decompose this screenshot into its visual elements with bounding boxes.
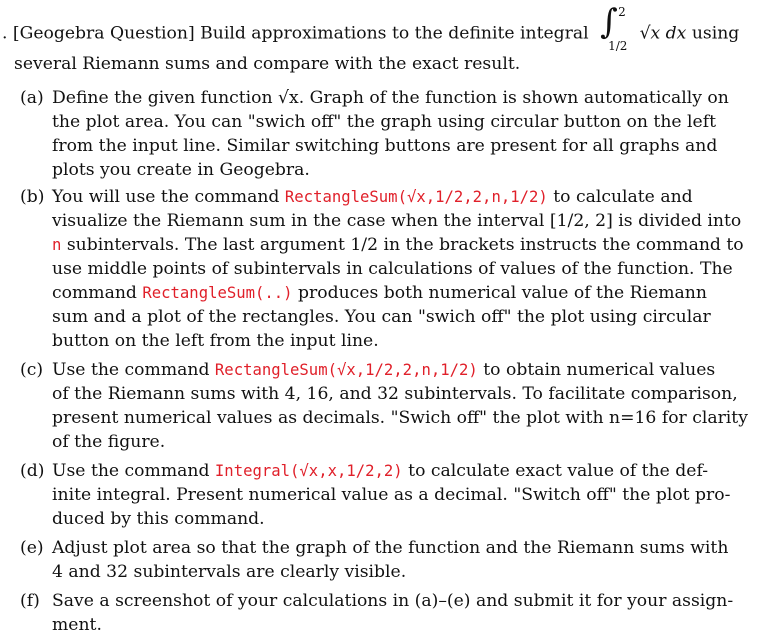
integral-lower: 1/2 (608, 39, 628, 53)
item-c-line-3: present numerical values as decimals. "Swich off" the plot with n=16 for clarity (52, 408, 748, 428)
item-a-line: the plot area. You can "swich off" the graph using circular button on the left (52, 112, 716, 132)
item-d-text: Use the command (52, 461, 210, 481)
item-e-line-2: 4 and 32 subintervals are clearly visible. (52, 562, 407, 582)
rectanglesum-command: RectangleSum(√x,1/2,2,n,1/2) (214, 361, 478, 379)
rectanglesum-short-command: RectangleSum(..) (142, 284, 293, 302)
integrand: √x dx (639, 23, 687, 44)
item-d-label: (d) (20, 461, 45, 481)
item-d-line-2: inite integral. Present numerical value as a decimal. "Switch off" the plot pro- (52, 485, 731, 505)
n-variable: n (52, 236, 62, 254)
item-b-line-6: sum and a plot of the rectangles. You can "swich off" the plot using circular (52, 307, 711, 327)
item-d-text: to calculate exact value of the def- (408, 461, 709, 481)
item-b-line-4: use middle points of subintervals in calculations of values of the function. The (52, 259, 733, 279)
item-b-text: to calculate and (553, 187, 693, 207)
item-b-label: (b) (20, 187, 45, 207)
item-d-line-1 (52, 459, 708, 483)
item-a-line: plots you create in Geogebra. (52, 160, 310, 180)
item-d-line-3: duced by this command. (52, 509, 265, 529)
item-b-text: subintervals. The last argument 1/2 in the brackets instructs the command to (66, 235, 744, 255)
item-f-label: (f) (20, 591, 40, 611)
item-e-label: (e) (20, 538, 44, 558)
item-b-text: produces both numerical value of the Riemann (298, 283, 707, 303)
item-a-label: (a) (20, 88, 44, 108)
integral-command: Integral(√x,x,1/2,2) (214, 462, 403, 480)
intro-suffix: using (691, 23, 740, 44)
item-a-line: Define the given function √x. Graph of the function is shown automatically on (52, 88, 729, 108)
intro-prefix: . [Geogebra Question] Build approximations to the definite integral (2, 23, 589, 44)
item-f-line-2: ment. (52, 615, 102, 635)
item-b-line-7: button on the left from the input line. (52, 331, 379, 351)
item-b-line-5 (52, 281, 707, 305)
item-c-label: (c) (20, 360, 44, 380)
integral-upper: 2 (618, 5, 626, 19)
item-b-text: command (52, 283, 137, 303)
rectanglesum-command: RectangleSum(√x,1/2,2,n,1/2) (284, 188, 548, 206)
integral-symbol: ∫ 2 1/2 (594, 14, 634, 54)
item-c-line-2: of the Riemann sums with 4, 16, and 32 subintervals. To facilitate comparison, (52, 384, 738, 404)
item-b-line-2: visualize the Riemann sum in the case when the interval [1/2, 2] is divided into (52, 211, 742, 231)
item-e-line-1: Adjust plot area so that the graph of the function and the Riemann sums with (52, 538, 729, 558)
intro-line-2: several Riemann sums and compare with the exact result. (14, 54, 521, 74)
item-c-text: to obtain numerical values (483, 360, 716, 380)
item-b-line-3 (52, 233, 744, 257)
item-c-text: Use the command (52, 360, 210, 380)
item-b-line-1 (52, 185, 693, 209)
intro-line-1 (2, 2, 740, 54)
item-c-line-4: of the figure. (52, 432, 166, 452)
item-b-text: You will use the command (52, 187, 280, 207)
item-c-line-1 (52, 358, 715, 382)
item-a-line: from the input line. Similar switching buttons are present for all graphs and (52, 136, 718, 156)
item-f-line-1: Save a screenshot of your calculations in (a)–(e) and submit it for your assign- (52, 591, 734, 611)
